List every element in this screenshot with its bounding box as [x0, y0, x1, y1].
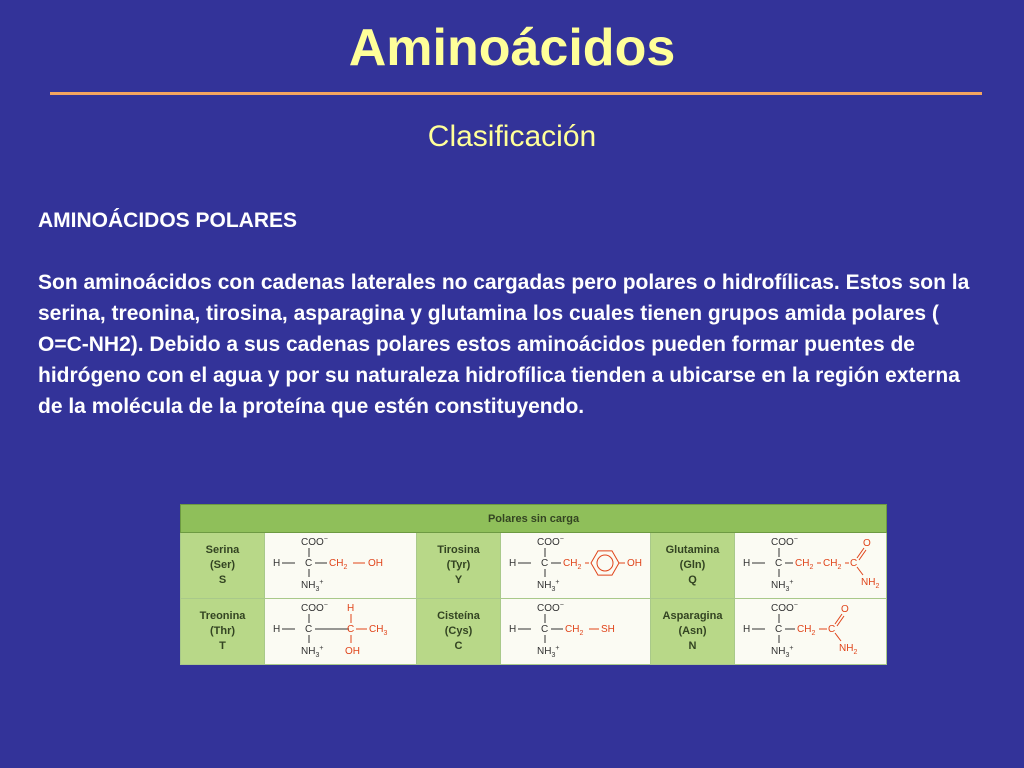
- amino-label: $NH_3^+$: [537, 579, 560, 593]
- amino-acid-name-cell: [651, 599, 735, 665]
- structure-cell: [735, 533, 887, 599]
- amino-acid-name: Asparagina: [662, 610, 723, 622]
- side-chain-oh: OH: [627, 558, 642, 569]
- side-chain-sh: SH: [601, 624, 615, 635]
- amino-acid-name-cell: [417, 533, 501, 599]
- bond: [857, 567, 863, 575]
- amino-label: $NH_3^+$: [301, 645, 324, 659]
- bond: [835, 633, 841, 641]
- side-chain-ch2: $CH_2$: [797, 624, 816, 637]
- amino-acid-letter: C: [454, 640, 463, 652]
- table-row: [181, 599, 887, 665]
- amino-acid-name-cell: [417, 599, 501, 665]
- bond: [857, 548, 864, 558]
- amino-acid-name-cell: [651, 533, 735, 599]
- carboxylate-label: COO−: [771, 536, 798, 548]
- amino-acid-name-cell: [181, 533, 265, 599]
- amino-acid-name: Glutamina: [665, 544, 720, 556]
- amino-label: $NH_3^+$: [771, 579, 794, 593]
- serine-structure: [265, 533, 413, 593]
- side-chain-ch2: $CH_2$: [823, 558, 842, 571]
- structure-cell: [501, 599, 651, 665]
- structure-cell: [265, 599, 417, 665]
- alpha-carbon-label: C: [541, 558, 549, 569]
- hydrogen-label: H: [509, 558, 517, 569]
- carboxylate-label: COO−: [537, 536, 564, 548]
- amino-acid-table-figure: [180, 504, 886, 660]
- amino-acid-abbreviation: (Cys): [444, 625, 473, 637]
- hydrogen-label: H: [273, 624, 281, 635]
- carboxylate-label: COO−: [301, 602, 328, 614]
- alpha-carbon-label: C: [305, 624, 313, 635]
- title-divider: [50, 92, 982, 95]
- slide-title: Aminoácidos: [348, 19, 676, 77]
- side-chain-c: C: [850, 558, 858, 569]
- amino-label: $NH_3^+$: [537, 645, 560, 659]
- structure-cell: [735, 599, 887, 665]
- alpha-carbon-label: C: [541, 624, 549, 635]
- amino-label: $NH_3^+$: [771, 645, 794, 659]
- side-chain-ch2: $CH_2$: [795, 558, 814, 571]
- amino-acid-abbreviation: (Thr): [209, 625, 236, 637]
- amino-acid-abbreviation: (Ser): [209, 559, 236, 571]
- carboxylate-label: COO−: [301, 536, 328, 548]
- side-chain-ch2: $CH_2$: [565, 624, 584, 637]
- carboxylate-label: COO−: [771, 602, 798, 614]
- amino-acid-abbreviation: (Gln): [679, 559, 706, 571]
- amino-acid-name: Tirosina: [437, 544, 480, 556]
- hydrogen-label: H: [273, 558, 281, 569]
- side-chain-c: C: [347, 624, 355, 635]
- hydrogen-label: H: [743, 558, 751, 569]
- side-chain-ch2: $CH_2$: [329, 558, 348, 571]
- alpha-carbon-label: C: [305, 558, 313, 569]
- glutamine-structure: [735, 533, 883, 593]
- side-chain-c: C: [828, 624, 836, 635]
- amino-acid-letter: Q: [688, 574, 697, 586]
- alpha-carbon-label: C: [775, 558, 783, 569]
- side-chain-ch3: $CH_3$: [369, 624, 388, 637]
- side-chain-oh: OH: [345, 646, 360, 657]
- cysteine-structure: [501, 599, 649, 659]
- hydrogen-label: H: [743, 624, 751, 635]
- hydrogen-label: H: [509, 624, 517, 635]
- side-chain-o: O: [863, 538, 871, 549]
- bond: [837, 616, 844, 626]
- structure-cell: [265, 533, 417, 599]
- side-chain-oh: OH: [368, 558, 383, 569]
- side-chain-nh2: $NH_2$: [839, 643, 858, 656]
- aromatic-ring: [597, 555, 613, 571]
- section-heading: AMINOÁCIDOS POLARES: [38, 209, 298, 232]
- tyrosine-structure: [501, 533, 649, 593]
- bond: [835, 614, 842, 624]
- carboxylate-label: COO−: [537, 602, 564, 614]
- amino-acid-name: Serina: [205, 544, 240, 556]
- alpha-carbon-label: C: [775, 624, 783, 635]
- bond: [859, 550, 866, 560]
- amino-acid-abbreviation: (Asn): [678, 625, 707, 637]
- side-chain-ch2: $CH_2$: [563, 558, 582, 571]
- asparagine-structure: [735, 599, 883, 659]
- amino-acid-name: Treonina: [199, 610, 246, 622]
- amino-acid-letter: S: [218, 574, 227, 586]
- structure-cell: [501, 533, 651, 599]
- amino-acid-abbreviation: (Tyr): [446, 559, 471, 571]
- amino-acid-table: [180, 504, 887, 665]
- table-header: Polares sin carga: [181, 505, 887, 533]
- amino-acid-name: Cisteína: [437, 610, 480, 622]
- amino-acid-letter: T: [219, 640, 226, 652]
- table-row: [181, 533, 887, 599]
- threonine-structure: [265, 599, 413, 659]
- side-chain-h: H: [347, 603, 355, 614]
- slide-subtitle: Clasificación: [427, 120, 597, 153]
- side-chain-nh2: $NH_2$: [861, 577, 880, 590]
- side-chain-o: O: [841, 604, 849, 615]
- amino-label: $NH_3^+$: [301, 579, 324, 593]
- amino-acid-name-cell: [181, 599, 265, 665]
- body-paragraph: Son aminoácidos con cadenas laterales no cargadas pero polares o hidrofílicas. Estos son la serina, treonina, tirosina, asparagina y glutamina los cuales tienen grupos amida polares ( O=C-NH2). Debido a sus cadenas polares estos aminoácidos pueden formar puentes de hidrógeno con el agua y por su naturaleza hidrofílica tienden a ubicarse en la región externa de la molécula de la proteína que estén constituyendo.: [38, 271, 970, 418]
- amino-acid-letter: Y: [454, 574, 463, 586]
- amino-acid-letter: N: [688, 640, 697, 652]
